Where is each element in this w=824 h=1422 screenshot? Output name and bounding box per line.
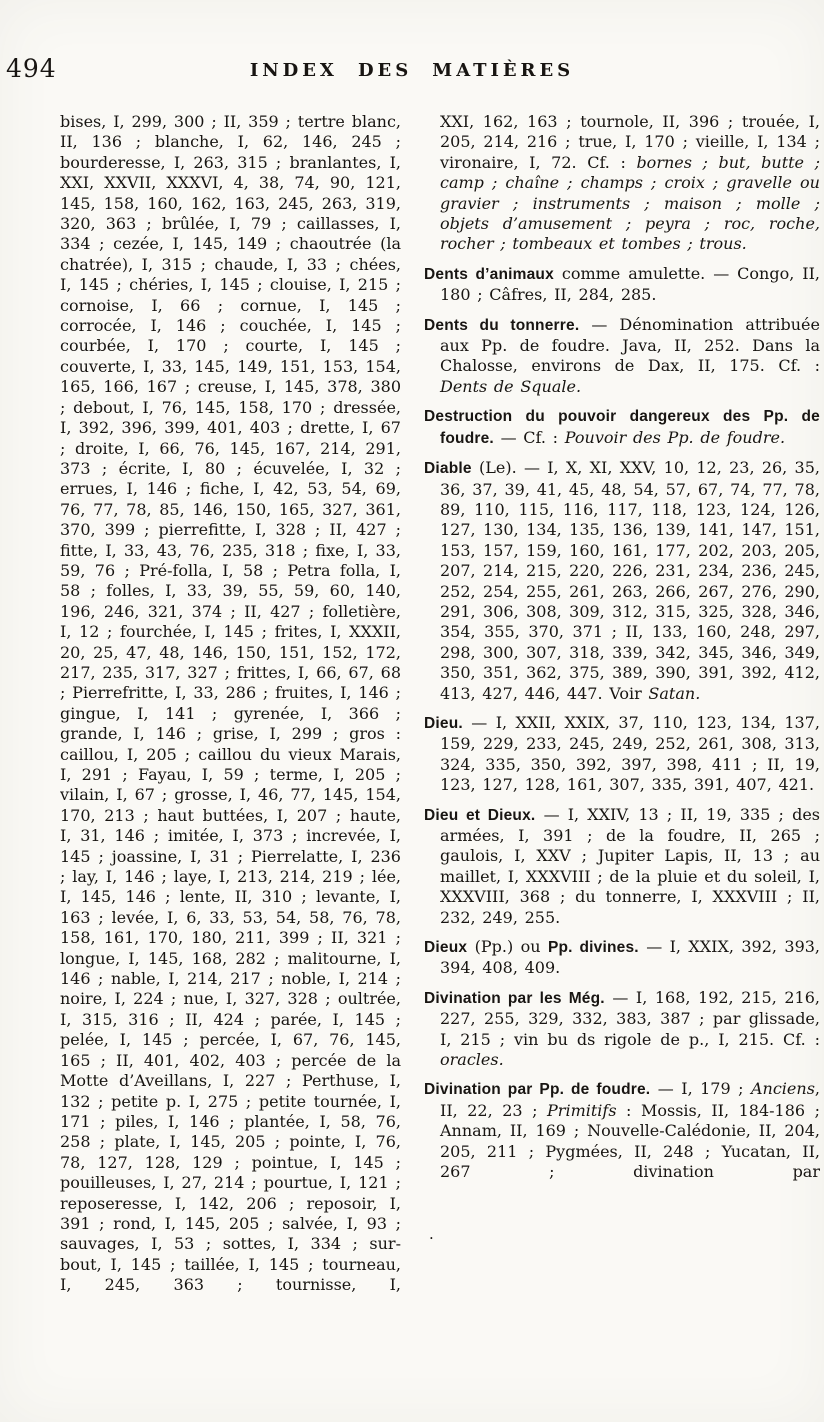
running-header-title: INDEX DES MATIÈRES bbox=[249, 60, 575, 81]
text-segment-bold: Dents du tonnerre. bbox=[424, 316, 580, 334]
text-segment-italic: Satan. bbox=[648, 683, 701, 703]
print-artifact-dot: · bbox=[429, 1229, 434, 1247]
text-segment-bold: Diable bbox=[424, 460, 472, 478]
text-segment-italic: Anciens bbox=[750, 1079, 815, 1099]
text-segment-normal: bises, I, 299, 300 ; II, 359 ; tertre blanc, II, 136 ; blanche, I, 62, 146, 245 ; bourderesse, I, 263, 315 ; branlantes, I, XXI, XXVII, XXXVI, 4, 38, 74, 90, 121, 145, 158, 160, 162, 163, 245, 263, 319, 320, 363 ; brûlée, I, 79 ; caillasses, I, 334 ; cezée, I, 145, 149 ; chaoutrée (la chatrée), I, 315 ; chaude, I, 33 ; chées, I, 145 ; chéries, I, 145 ; clouise, I, 215 ; cornoise, I, 66 ; cornue, I, 145 ; corrocée, I, 146 ; couchée, I, 145 ; courbée, I, 170 ; courte, I, 145 ; couverte, I, 33, 145, 149, 151, 153, 154, 165, 166, 167 ; creuse, I, 145, 378, 380 ; debout, I, 76, 145, 158, 170 ; dressée, I, 392, 396, 399, 401, 403 ; drette, I, 67 ; droite, I, 66, 76, 145, 167, 214, 291, 373 ; écrite, I, 80 ; écuvelée, I, 32 ; errues, I, 146 ; fiche, I, 42, 53, 54, 69, 76, 77, 78, 85, 146, 150, 165, 327, 361, 370, 399 ; pierrefitte, I, 328 ; II, 427 ; fitte, I, 33, 43, 76, 235, 318 ; fixe, I, 33, 59, 76 ; Pré-folla, I, 58 ; Petra folla, I, 58 ; folles, I, 33, 39, 55, 59, 60, 140, 196, 246, 321, 374 ; II, 427 ; folletière, I, 12 ; fourchée, I, 145 ; frites, I, XXXII, 20, 25, 47, 48, 146, 150, 151, 152, 172, 217, 235, 317, 327 ; frittes, I, 66, 67, 68 ; Pierrefritte, I, 33, 286 ; fruites, I, 146 ; gingue, I, 141 ; gyrenée, I, 366 ; grande, I, 146 ; grise, I, 299 ; gros : caillou, I, 205 ; caillou du vieux Marais, I, 291 ; Fayau, I, 59 ; terme, I, 205 ; vilain, I, 67 ; grosse, I, 46, 77, 145, 154, 170, 213 ; haut buttées, I, 207 ; haute, I, 31, 146 ; imitée, I, 373 ; increvée, I, 145 ; joassine, I, 31 ; Pierrelatte, I, 236 ; lay, I, 146 ; laye, I, 213, 214, 219 ; lée, I, 145, 146 ; lente, II, 310 ; levante, I, 163 ; levée, I, 6, 33, 53, 54, 58, 76, 78, 158, 161, 170, 180, 211, 399 ; II, 321 ; longue, I, 145, 168, 282 ; malitourne, I, 146 ; nable, I, 214, 217 ; noble, I, 214 ; noire, I, 224 ; nue, I, 327, 328 ; oultrée, I, 315, 316 ; II, 424 ; parée, I, 145 ; pelée, I, 145 ; percée, I, 67, 76, 145, 165 ; II, 401, 402, 403 ; percée de la Motte d’Aveillans, I, 227 ; Perthuse, I, 132 ; petite p. I, 275 ; petite tournée, I, 171 ; piles, I, 146 ; plantée, I, 58, 76, 258 ; plate, I, 145, 205 ; pointe, I, 76, 78, 127, 128, 129 ; pointue, I, 145 ; pouilleuses, I, 27, 214 ; pourtue, I, 121 ; reposeresse, I, 142, 206 ; reposoir, I, 391 ; rond, I, 145, 205 ; salvée, I, 93 ; sauvages, I, 53 ; sottes, I, 334 ; sur-bout, I, 145 ; taillée, I, 145 ; tourneau, I, 245, 363 ; tournisse, I, bbox=[60, 112, 401, 1295]
text-segment-normal: XXI, 162, 163 ; tournole, II, 396 ; trouée, I, 205, 214, 216 ; true, I, 170 ; vieille, I, 134 ; vironaire, I, 72. Cf. : bbox=[440, 112, 820, 172]
text-segment-italic: Primitifs bbox=[547, 1100, 617, 1120]
index-entry-continuation-right bbox=[424, 112, 820, 255]
text-segment-normal: : Mossis, II, 184-186 ; Annam, II, 169 ; Nouvelle-Calédonie, II, 204, 205, 211 ; Pygmées, II, 248 ; Yucatan, II, 267 ; divination par bbox=[440, 1100, 820, 1182]
text-segment-bold: Dieu et Dieux. bbox=[424, 806, 536, 824]
text-segment-italic: Pouvoir des Pp. de foudre. bbox=[564, 427, 786, 447]
text-segment-normal: — I, XXIV, 13 ; II, 19, 335 ; des armées, I, 391 ; de la foudre, II, 265 ; gaulois, I, XXV ; Jupiter Lapis, II, 13 ; au maillet, I, XXXVIII ; de la pluie et du soleil, I, XXXVIII, 368 ; du tonnerre, I, XXXVIII ; II, 232, 249, 255. bbox=[440, 804, 820, 927]
index-entry-divination-par-pp-de-foudre bbox=[424, 1079, 820, 1182]
text-segment-italic: Dents de Squale. bbox=[440, 376, 582, 396]
index-entry-dents-d-animaux bbox=[424, 264, 820, 306]
index-entry-dieu bbox=[424, 713, 820, 796]
text-segment-normal: — Dénomination attribuée aux Pp. de foudre. Java, II, 252. Dans la Chalosse, environs de Dax, II, 175. Cf. : bbox=[440, 314, 820, 376]
running-head bbox=[0, 0, 824, 100]
text-segment-normal: , II, 22, 23 ; bbox=[440, 1079, 820, 1120]
text-segment-bold: Dieux bbox=[424, 939, 468, 957]
text-segment-italic: oracles. bbox=[440, 1050, 504, 1070]
index-entry-dieux-pp-divines bbox=[424, 937, 820, 979]
text-segment-bold: Dents d’animaux bbox=[424, 265, 554, 283]
text-segment-normal: — I, 168, 192, 215, 216, 227, 255, 329, 332, 383, 387 ; par glissade, I, 215 ; vin bu ds rigole de p., I, 215. Cf. : bbox=[440, 987, 820, 1049]
right-column bbox=[424, 112, 820, 1422]
index-entry-dieu-et-dieux bbox=[424, 805, 820, 928]
text-segment-bold: Divination par Pp. de foudre. bbox=[424, 1081, 651, 1099]
text-segment-normal: — I, 179 ; bbox=[650, 1079, 751, 1099]
text-segment-bold: Pp. divines. bbox=[547, 939, 639, 957]
text-segment-normal: (Le). — I, X, XI, XXV, 10, 12, 23, 26, 35, 36, 37, 39, 41, 45, 48, 54, 57, 67, 74, 77, 78, 89, 110, 115, 116, 117, 118, 123, 124, 126, 127, 130, 134, 135, 136, 139, 141, 147, 151, 153, 157, 159, 160, 161, 177, 202, 203, 205, 207, 214, 215, 220, 226, 231, 234, 236, 245, 252, 254, 255, 261, 263, 266, 267, 276, 290, 291, 306, 308, 309, 312, 315, 325, 328, 346, 354, 355, 370, 371 ; II, 133, 160, 248, 297, 298, 300, 307, 318, 339, 342, 345, 346, 349, 350, 351, 362, 375, 389, 390, 391, 392, 412, 413, 427, 446, 447. Voir bbox=[440, 458, 820, 703]
index-entry-divination-par-les-meg bbox=[424, 988, 820, 1071]
text-segment-normal: — Cf. : bbox=[493, 427, 565, 447]
index-entry-destruction-du-pouvoir bbox=[424, 406, 820, 449]
index-entry-dents-du-tonnerre bbox=[424, 315, 820, 398]
left-column bbox=[60, 112, 401, 1422]
text-segment-normal: (Pp.) ou bbox=[467, 937, 548, 957]
text-segment-bold: Dieu. bbox=[424, 714, 463, 732]
text-segment-bold: Destruction du pouvoir dangereux des Pp. de foudre. bbox=[424, 408, 820, 447]
text-segment-normal: comme amulette. — Congo, II, 180 ; Câfres, II, 284, 285. bbox=[440, 263, 820, 305]
text-segment-normal: — I, XXII, XXIX, 37, 110, 123, 134, 137, 159, 229, 233, 245, 249, 252, 261, 308, 313, 324, 335, 350, 392, 397, 398, 411 ; II, 19, 123, 127, 128, 161, 307, 335, 391, 407, 421. bbox=[440, 712, 820, 795]
page-number: 494 bbox=[6, 54, 57, 83]
text-segment-normal: — I, XXIX, 392, 393, 394, 408, 409. bbox=[440, 937, 820, 978]
index-entry-diable bbox=[424, 458, 820, 704]
text-segment-italic: bornes ; but, butte ; camp ; chaîne ; champs ; croix ; gravelle ou gravier ; instruments ; maison ; molle ; objets d’amusement ; peyra ; roc, roche, rocher ; tombeaux et tombes ; trous. bbox=[440, 152, 820, 254]
index-entry-continuation-left bbox=[60, 112, 401, 1296]
text-segment-bold: Divination par les Még. bbox=[424, 989, 605, 1007]
